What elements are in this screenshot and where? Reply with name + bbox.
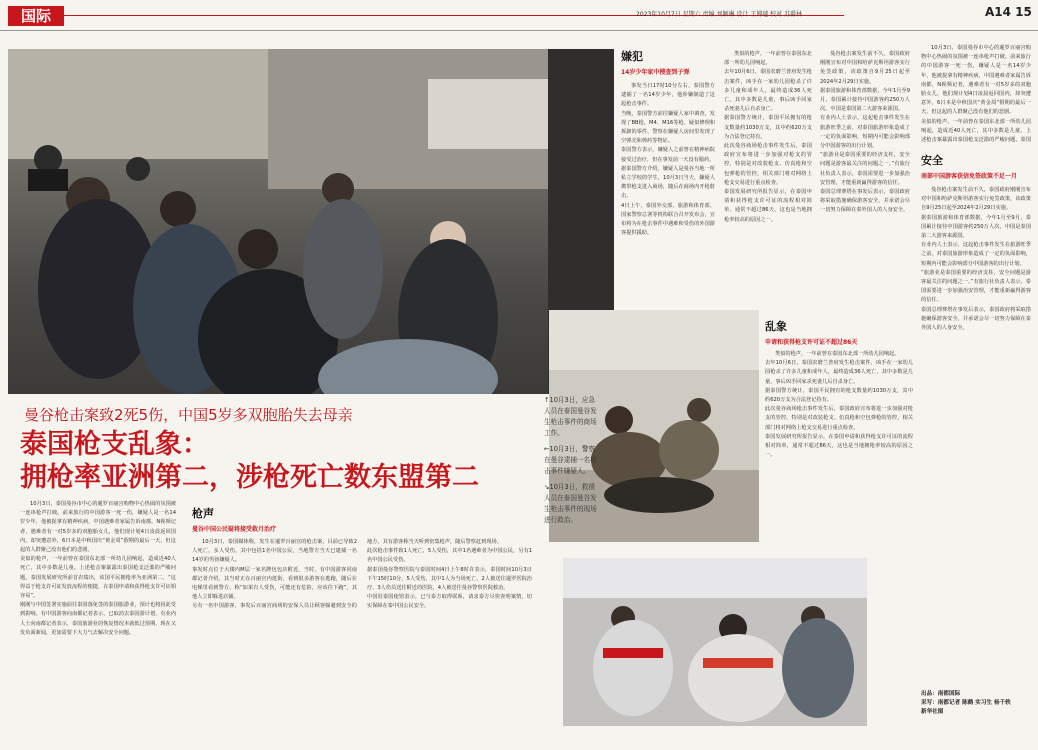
headline-line-2: 拥枪率亚洲第二，涉枪死亡数东盟第二: [20, 462, 479, 493]
section-title: 安全: [921, 154, 943, 167]
section-title: 乱象: [765, 320, 787, 333]
gunshots-paragraph: 10月3日，泰国媒体称，发生在暹罗百丽宫的枪击案，目前已导致2人死亡，多人受伤，其中包括1名中国公民，当地警方当天已逮捕一名14岁的男孩嫌疑人。 事发时点位于大楼内M层一家名牌包包店附近，当时，有中国游客同南都记者介绍，其当时正在百丽宫内逛街，看到很多游客在逃跑，随后在电梯里看到警方，称“如果有人受伤，可能还有危险，应该往下跑”，其他人立即躲进店铺。 另有一名中国游客，事发后百丽宫商场的安保人员让顾客躲避到安全的地方，其有游客称当天听到密集枪声，随后警察赶到现场。 此次枪击事件致1人死亡，5人受伤，其中1名遇难者为中国公民，另有1名中国公民受伤。 据泰国曼谷警察医院与泰国时间4日上午8时许表示，泰国时间10月3日下午15时10分，5人受伤，其中1人为当场死亡，2人被送往暹罗医院治疗，3人伤员送往附近的医院，4人被送往曼谷警察医院救治。 中国驻泰国使馆表示，已与泰方取得联系，请求泰方尽快查明案情，切实保障在泰中国公民安全。: [192, 539, 532, 610]
safety-body: [921, 186, 1031, 676]
page-header: [0, 0, 1038, 30]
continuation-paragraph: 类似的枪声，一年前曾在泰国东北部一所幼儿园响起。 去年10月6日，泰国农磨兰普府发生枪击案件，凶手在一家幼儿园枪杀了许多儿童和成年人，最终造成36人死亡，其中多数是儿童，事后凶手回家杀死妻儿后自杀身亡。 据泰国警方统计，泰国平民拥有的枪支数量约1030万支，其中约620万支为合法登记持有。 此次曼谷商场枪击事件发生后，泰国政府宣布将进一步加强对枪支的管控，特别是对改装枪支、仿真枪和空包弹枪的管控，相关部门将对网络上枪支交易进行重点检查。 泰国发展研究所报告显示，在泰国申请和获得枪支许可证的流程相对简单，通常不超过86天，这也是当地拥枪率较高的原因之一。: [724, 51, 812, 223]
section-subtitle: 申请和获得枪支许可证不超过86天: [765, 339, 858, 346]
credits: 出品：南都国际 采写：南都记者 陈鹤 实习生 杨千轶 新华社图: [921, 691, 1011, 715]
section-chaos: [765, 318, 913, 346]
section-safety: [921, 152, 1031, 180]
top-right-paragraph: 10月3日，泰国曼谷市中心的暹罗百丽宫购物中心热闹的氛围被一连串枪声打破。前来旅行的中国游客一死一伤，嫌疑人是一名14岁少年，他被捉拿有精神疾病，中国遇难者家属告诉南都，N视频记者，遇难者有一对5岁多的双胞胎女儿，他们现计划4日凌晨返回国内，却突遭意外，6日本是中秋国庆“黄金周”假期的最后一天，但这起的人群聚己没有他们的悲剧。 美似的枪声，一年前曾在泰国东北部一所幼儿园响起，造成近40人死亡，其中多数是儿童。上述枪击案暴露出泰国枪支泛滥的严峻问题，泰国: [921, 45, 1031, 144]
continuation-paragraph-2: 曼谷枪击案发生前不久，泰国政府刚刚宣布对中国和哈萨克斯坦游客实行免签政策，该政策自9月25日起至2024年2月29日实施。 据泰国旅游和体育部数据，今年1月至9月，泰国累计接待中国游客约250万人次，中国是泰国第二大游客来源国。 有业内人士表示，这起枪击事件发生在旅游旺季之前，对泰国旅游形象造成了一定的负面影响，短期内可能会影响部分中国游客的出行计划。 “旅游业是泰国重要的经济支柱，安全问题是游客最关注的问题之一。”有旅行社负责人表示，泰国需要进一步加强治安管理，才能重新赢得游客的信任。 泰国总理赛塔在事发后表示，泰国政府将采取措施确保游客安全，并承诺会尽一切努力保障在泰外国人的人身安全。: [820, 51, 910, 214]
headline-line-1: 泰国枪支乱象：: [20, 429, 209, 460]
suspect-body-col2: [724, 50, 812, 312]
section-gunshots: [192, 505, 532, 533]
chaos-paragraph: 类似的枪声，一年前曾在泰国东北部一所幼儿园响起。 去年10月6日，泰国农磨兰普府发生枪击案件，凶手在一家幼儿园枪杀了许多儿童和成年人，最终造成36人死亡，其中多数是儿童，事后凶手回家杀死妻儿后自杀身亡。 据泰国警方统计，泰国平民拥有的枪支数量约1030万支，其中约620万支为合法登记持有。 此次曼谷商场枪击事件发生后，泰国政府宣布将进一步加强对枪支的管控，特别是对改装枪支、仿真枪和空包弹枪的管控，相关部门将对网络上枪支交易进行重点检查。 泰国发展研究所报告显示，在泰国申请和获得枪支许可证的流程相对简单，通常不超过86天，这也是当地拥枪率较高的原因之一。: [765, 351, 913, 459]
safety-paragraph: 曼谷枪击案发生前不久，泰国政府刚刚宣布对中国和哈萨克斯坦游客实行免签政策，该政策自9月25日起至2024年2月29日实施。 据泰国旅游和体育部数据，今年1月至9月，泰国累计接待中国游客约250万人次，中国是泰国第二大游客来源国。 有业内人士表示，这起枪击事件发生在旅游旺季之前，对泰国旅游形象造成了一定的负面影响，短期内可能会影响部分中国游客的出行计划。 “旅游业是泰国重要的经济支柱，安全问题是游客最关注的问题之一。”有旅行社负责人表示，泰国需要进一步加强治安管理，才能重新赢得游客的信任。 泰国总理赛塔在事发后表示，泰国政府将采取措施确保游客安全，并承诺会尽一切努力保障在泰外国人的人身安全。: [921, 187, 1031, 332]
section-subtitle: 南部中国游客获信免签政策不足一月: [921, 173, 1018, 180]
section-tag: 国际: [8, 6, 64, 26]
section-subtitle: 14岁少年家中搜查到子弹: [621, 69, 690, 76]
caption-1: ↑10月3日，应急人员在泰国曼谷发生枪击事件的商场工作。: [544, 396, 597, 437]
intro-paragraph: 10月3日，泰国曼谷市中心的暹罗百丽宫购物中心热闹的氛围被一连串枪声打破。前来旅行的中国游客一死一伤，嫌疑人是一名14岁少年，他被捉拿有精神疾病，中国遇难者家属告诉南都，N视频记者，遇难者有一对5岁多的双胞胎女儿，他们现计划4日凌晨返回国内，却突遭意外，6日本是中秋国庆“黄金周”假期的最后一天，但这起的人群聚己没有他们的悲剧。 美似的枪声，一年前曾在泰国东北部一所幼儿园响起，造成近40人死亡，其中多数是儿童。上述枪击案暴露出泰国枪支泛滥的严峻问题，泰国发展研究所前首农瑞出，该国平民拥枪率为亚洲第二，“这得益于枪支许可证发放流程的便捷，在泰国申请和获得枪支许可证相容易”。 刚刚与中国签署实施前往泰国落免签的泰国旅游业，预计也将因此受到影响。有中国游客向南都记者表示，已取消去泰国游计划，有业内人士向南都记者表示，泰国旅游业的恢复情况本就低过预期，现在又发负面新闻，更加需要下大力气去解决安全问题。: [20, 501, 176, 636]
suspect-body-col3: [820, 50, 910, 312]
suspect-paragraph: 事发当日17时10分左右，泰国警方逮捕了一名14岁少年，他涉嫌制造了这起枪击事件。 当晚，泰国警方前往嫌疑人家中调查，发现了BB枪，M4、M16等枪，疑似修理和拆卸的零件、警察在嫌疑人房间里发现了空弹壳和弹药等物证。 泰国警方表示，嫌疑人之前曾在精神病院接受过治疗，但在事发前一天没有服药。 据泰国警方介绍，嫌疑人是曼谷当地一所私立学校的学生，10月3日当天，嫌疑人携带枪支进入商场，随后在商场内开枪射击。 4日上午，泰国外交部、旅游和体育部、国家警察总署等机构联合召开发布会，宣布将为在枪击事件中遇难和受伤的外国游客提供援助。: [621, 83, 715, 237]
rescue-photo: [563, 558, 867, 726]
top-right-body: [921, 44, 1031, 144]
arrest-scene-illustration: [8, 49, 614, 394]
page-number: A14 15: [985, 5, 1032, 19]
lead-kicker: 曼谷枪击案致2死5伤，中国5岁多双胞胎失去母亲: [24, 406, 353, 424]
caption-3: ↘10月3日，救援人员在泰国曼谷发生枪击事件的现场进行救治。: [544, 483, 597, 524]
main-news-photo: [8, 49, 614, 394]
caption-2: ←10月3日，警察在曼谷逮捕一名枪击事件嫌疑人。: [544, 445, 597, 475]
gunshots-body: [192, 538, 532, 740]
intro-article-text: [20, 500, 176, 740]
section-subtitle: 曼谷中国公民疑将接受救月治疗: [192, 526, 277, 533]
header-dateline: 2023年10月7日 星期六 责编 刘颖琳 设计 王博越 校对 苏爵林: [636, 11, 803, 18]
divider: [0, 30, 1038, 31]
suspect-body-col1: [621, 82, 715, 344]
section-title: 枪声: [192, 507, 214, 520]
section-title: 嫌犯: [621, 50, 643, 63]
section-suspect: [621, 48, 715, 76]
lead-headline: [20, 428, 479, 494]
rescue-scene-illustration: [563, 558, 867, 726]
photo-captions: [544, 395, 599, 531]
